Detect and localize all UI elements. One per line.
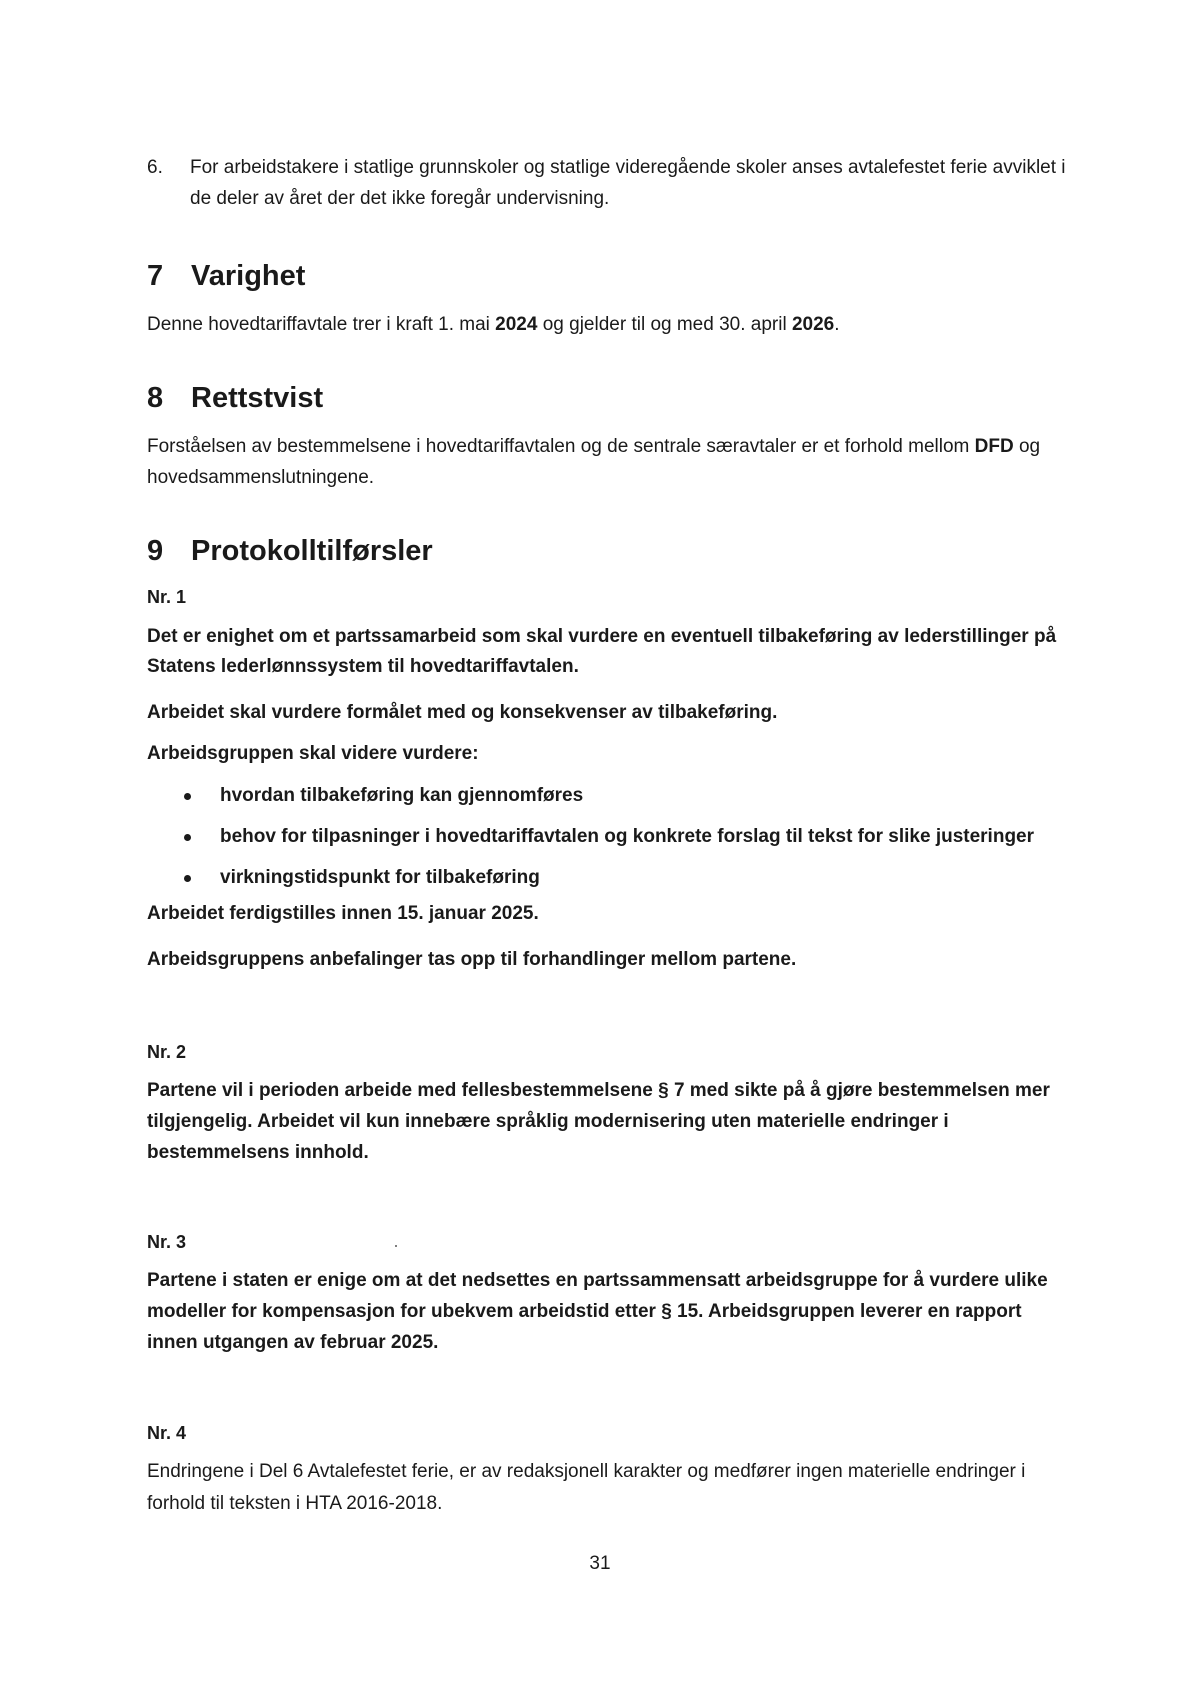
bullet-list: [178, 783, 1078, 906]
paragraph: Arbeidet ferdigstilles innen 15. januar 2025.: [147, 903, 539, 924]
end-year: 2026: [791, 314, 835, 335]
bullet-icon: [184, 875, 191, 882]
section-8-body: [147, 431, 1067, 493]
paragraph: Endringene i Del 6 Avtalefestet ferie, er av redaksjonell karakter og medfører ingen materielle endringer i forhold til teksten i HTA 2016-2018.: [147, 1461, 1026, 1514]
bullet-text: virkningstidspunkt for tilbakeføring: [220, 867, 540, 888]
text-fragment: Denne hovedtariffavtale trer i kraft 1. mai: [147, 314, 496, 335]
item-number: 6.: [147, 157, 163, 178]
protocol-nr1-para5: [147, 944, 1067, 975]
section-title: Protokolltilførsler: [191, 535, 433, 567]
bullet-icon: [184, 793, 191, 800]
protocol-nr1-para2: [147, 697, 1067, 728]
protocol-nr1-para4: [147, 898, 1067, 929]
paragraph: Partene i staten er enige om at det nedsettes en partssammensatt arbeidsgruppe for å vurdere ulike modeller for kompensasjon for ubekvem arbeidstid etter § 15. Arbeidsgruppen leverer en rapport innen utgangen av februar 2025.: [147, 1270, 1048, 1353]
text-fragment: og hovedsammenslutningene.: [147, 436, 1041, 488]
paragraph: Arbeidsgruppen skal videre vurdere:: [147, 743, 479, 764]
section-number: 7: [147, 260, 164, 292]
protocol-nr1-para1: [147, 622, 1067, 682]
bullet-icon: [184, 834, 191, 841]
bullet-text: behov for tilpasninger i hovedtariffavtalen og konkrete forslag til tekst for slike justeringer: [220, 826, 1035, 847]
protocol-label-nr1: Nr. 1: [147, 587, 187, 607]
section-heading-7: [147, 258, 305, 294]
section-8-paragraph: [147, 431, 1067, 493]
protocol-nr2-text: [147, 1075, 1067, 1168]
list-item: [178, 824, 1078, 865]
protocol-nr1-para3: [147, 738, 1067, 769]
paragraph: Arbeidet skal vurdere formålet med og konsekvenser av tilbakeføring.: [147, 702, 778, 723]
protocol-label-nr2: Nr. 2: [147, 1042, 187, 1062]
section-heading-8: [147, 380, 323, 416]
organization-name: DFD: [974, 436, 1014, 457]
section-title: Rettstvist: [191, 382, 324, 414]
protocol-label-nr3: Nr. 3: [147, 1232, 187, 1252]
section-number: 9: [147, 535, 164, 567]
section-7-paragraph: [147, 309, 1067, 340]
bullet-text: hvordan tilbakeføring kan gjennomføres: [220, 785, 584, 806]
page-number: 31: [589, 1553, 611, 1574]
item-text: For arbeidstakere i statlige grunnskoler og statlige videregående skoler anses avtalefestet ferie avviklet i de deler av året der det ikke foregår undervisning.: [190, 157, 1066, 209]
text-fragment: .: [834, 314, 840, 335]
scan-speck: [395, 1245, 397, 1247]
protocol-label-nr4: Nr. 4: [147, 1423, 187, 1443]
text-fragment: Forståelsen av bestemmelsene i hovedtariffavtalen og de sentrale særavtaler er et forhold mellom: [147, 436, 975, 457]
paragraph: Partene vil i perioden arbeide med fellesbestemmelsene § 7 med sikte på å gjøre bestemmelsen mer tilgjengelig. Arbeidet vil kun innebære språklig modernisering uten materielle endringer i bestemmelsens innhold.: [147, 1080, 1050, 1163]
protocol-nr4-text: [147, 1456, 1067, 1520]
section-number: 8: [147, 382, 164, 414]
section-title: Varighet: [191, 260, 306, 292]
text-fragment: og gjelder til og med 30. april: [537, 314, 792, 335]
list-item: [178, 783, 1078, 824]
protocol-nr3-text: [147, 1265, 1067, 1358]
paragraph: Arbeidsgruppens anbefalinger tas opp til forhandlinger mellom partene.: [147, 949, 797, 970]
section-7-body: [147, 309, 1067, 340]
paragraph: Det er enighet om et partssamarbeid som skal vurdere en eventuell tilbakeføring av lederstillinger på Statens lederlønnssystem til hovedtariffavtalen.: [147, 626, 1057, 677]
section-heading-9: [147, 533, 433, 569]
start-year: 2024: [495, 314, 538, 335]
